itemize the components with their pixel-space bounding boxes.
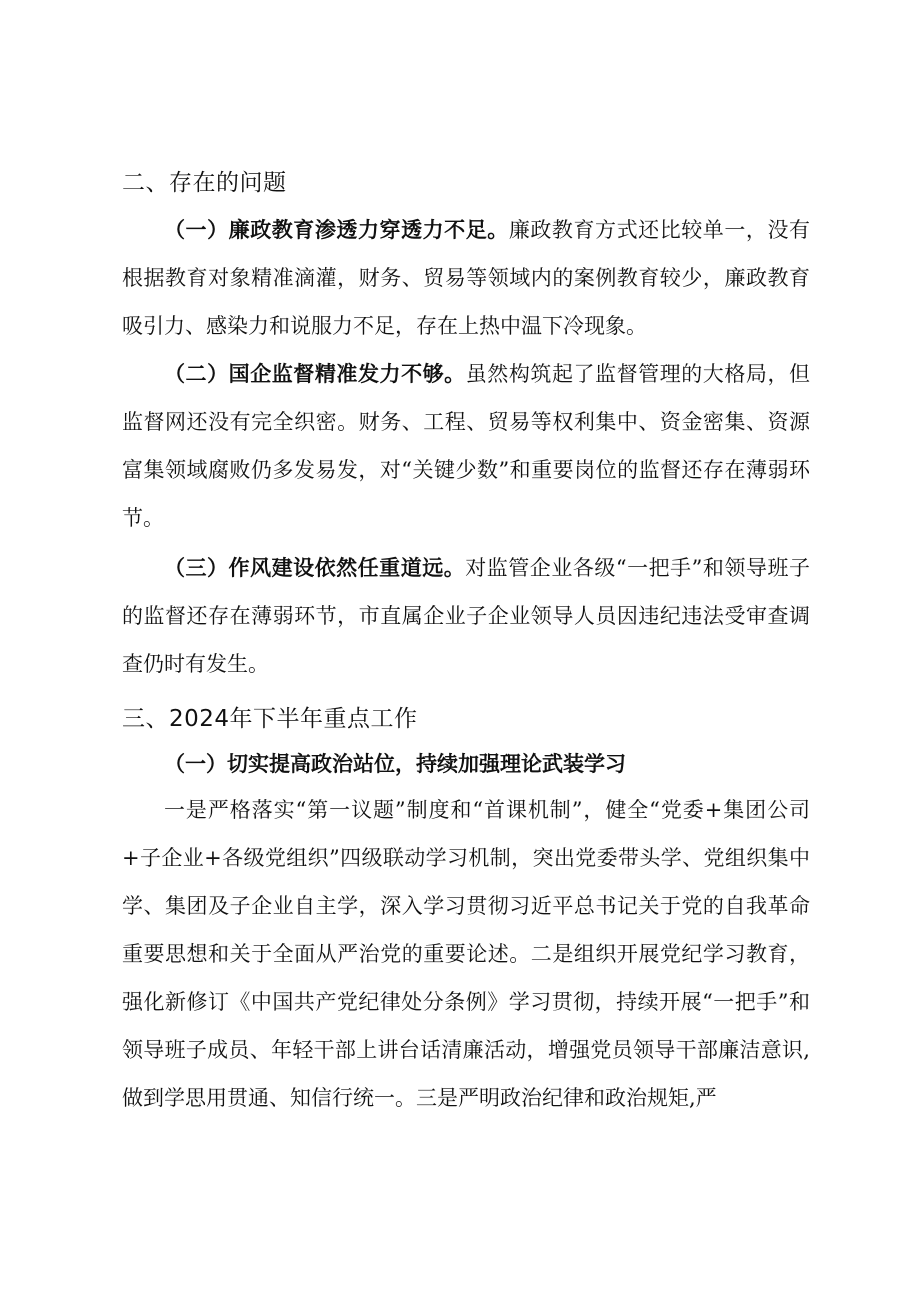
problem-lead-1: （一）廉政教育渗透力穿透力不足。 <box>164 217 509 242</box>
section-heading-problems: 二、存在的问题 <box>122 170 287 196</box>
problem-text-3: 对监管企业各级“一把手”和领导班子的监督还存在薄弱环节，市直属企业子企业领导人员因违纪违法受审查调查仍时有发生。 <box>122 556 810 676</box>
problem-paragraph-3 <box>122 544 810 688</box>
problem-paragraph-2 <box>122 350 810 542</box>
section-heading-priorities: 三、2024年下半年重点工作 <box>122 706 418 732</box>
priority-paragraph-1: 一是严格落实“第一议题”制度和“首课机制”，健全“党委+集团公司+子企业+各级党组织”四级联动学习机制，突出党委带头学、党组织集中学、集团及子企业自主学，深入学习贯彻习近平总书记关于党的自我革命重要思想和关于全面从严治党的重要论述。二是组织开展党纪学习教育，强化新修订《中国共产党纪律处分条例》学习贯彻，持续开展“一把手”和领导班子成员、年轻干部上讲台话清廉活动，增强党员领导干部廉洁意识,做到学思用贯通、知信行统一。三是严明政治纪律和政治规矩,严 <box>122 798 810 1110</box>
problem-lead-3: （三）作风建设依然任重道远。 <box>164 555 466 580</box>
problem-text-2: 虽然构筑起了监督管理的大格局，但监督网还没有完全织密。财务、工程、贸易等权利集中、资金密集、资源富集领域腐败仍多发易发，对“关键少数”和重要岗位的监督还存在薄弱环节。 <box>122 362 811 530</box>
problem-lead-2: （二）国企监督精准发力不够。 <box>164 361 466 386</box>
subheading-political-stance: （一）切实提高政治站位，持续加强理论武装学习 <box>164 751 626 776</box>
problem-paragraph-1 <box>122 206 810 350</box>
problem-text-1: 廉政教育方式还比较单一，没有根据教育对象精准滴灌，财务、贸易等领域内的案例教育较少，廉政教育吸引力、感染力和说服力不足，存在上热中温下冷现象。 <box>122 218 810 338</box>
